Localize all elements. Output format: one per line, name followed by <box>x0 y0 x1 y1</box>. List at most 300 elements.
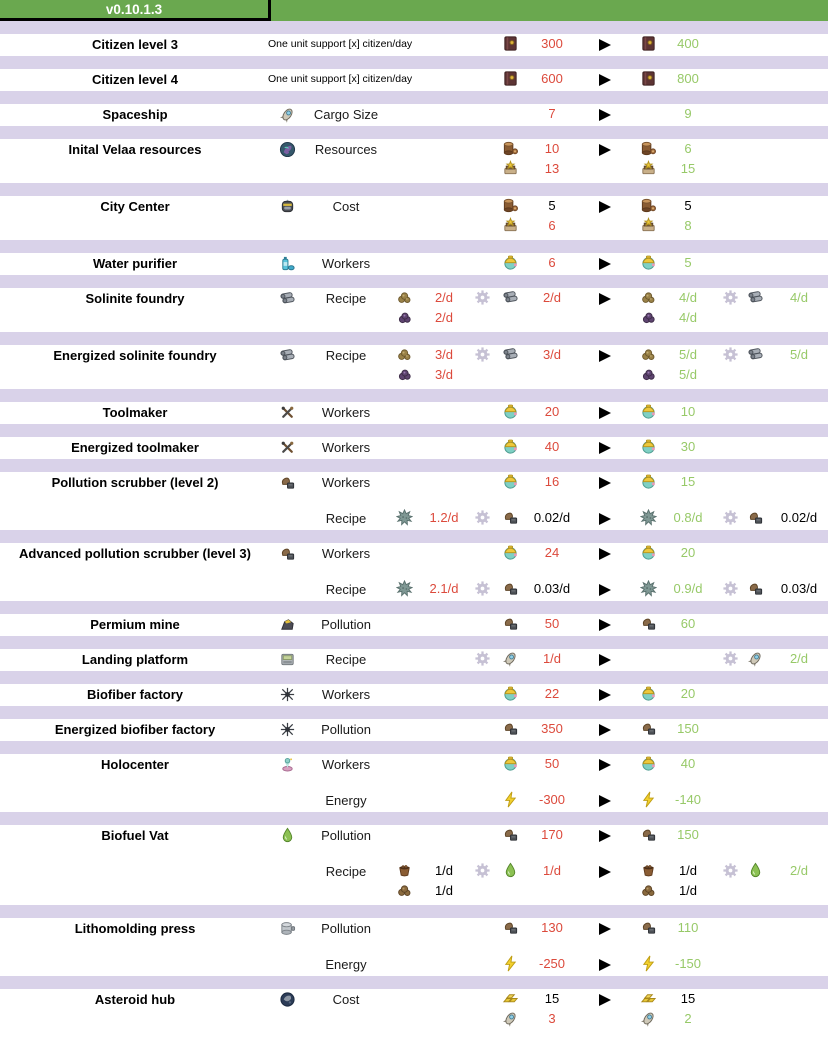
property-label: Recipe <box>325 348 367 363</box>
old-value: 7 <box>548 106 556 121</box>
wood-log-icon <box>640 197 657 214</box>
building-name: Citizen level 3 <box>92 37 178 52</box>
worker-icon <box>502 685 519 702</box>
building-name: Lithomolding press <box>74 921 196 936</box>
worker-icon <box>502 755 519 772</box>
unchanged-value: 1/d <box>434 863 454 878</box>
value-row <box>640 918 810 938</box>
pollution-icon <box>502 720 519 737</box>
metal-pipes-icon <box>502 289 519 306</box>
crossed-tools-icon <box>279 404 296 421</box>
new-value: 2/d <box>789 651 809 666</box>
property-label: Recipe <box>325 291 367 306</box>
robot-head-icon <box>279 198 296 215</box>
table-row <box>0 825 828 905</box>
pollution-icon <box>640 720 657 737</box>
new-value: 6 <box>684 141 692 156</box>
unchanged-value: 15 <box>544 991 560 1006</box>
change-line <box>0 288 828 332</box>
property-label: Recipe <box>325 864 367 879</box>
arrow-icon <box>598 583 612 597</box>
value-row <box>640 719 810 739</box>
worker-icon <box>502 254 519 271</box>
pollution-icon <box>502 509 519 526</box>
raw-ore-icon <box>640 346 657 363</box>
building-name: Asteroid hub <box>94 992 176 1007</box>
crossed-tools-icon <box>279 439 296 456</box>
arrow-icon <box>598 618 612 632</box>
value-row <box>640 989 810 1009</box>
building-name: Citizen level 4 <box>92 72 178 87</box>
energy-bolt-icon <box>640 791 657 808</box>
value-row <box>474 754 644 774</box>
row-gap <box>0 940 828 954</box>
unchanged-value: 0.03/d <box>533 581 571 596</box>
arrow-icon <box>598 512 612 526</box>
value-row <box>640 472 810 492</box>
arrow-icon <box>598 200 612 214</box>
change-line <box>0 790 828 812</box>
arrow-icon <box>598 38 612 52</box>
separator-row <box>0 389 828 402</box>
row-gap <box>0 565 828 579</box>
value-row <box>474 34 644 54</box>
version-tab[interactable] <box>0 0 271 21</box>
pollution-icon <box>279 474 296 491</box>
old-value: 1/d <box>542 651 562 666</box>
value-row <box>640 139 810 159</box>
change-line <box>0 139 828 183</box>
planet-icon <box>279 141 296 158</box>
arrow-icon <box>598 73 612 87</box>
arrow-icon <box>598 547 612 561</box>
table-row <box>0 918 828 976</box>
value-row <box>474 579 644 599</box>
wood-log-icon <box>502 197 519 214</box>
separator-row <box>0 21 828 34</box>
table-row <box>0 719 828 741</box>
table-row <box>0 139 828 183</box>
pollution-icon <box>502 919 519 936</box>
gold-bars-icon <box>502 990 519 1007</box>
separator-row <box>0 530 828 543</box>
value-row <box>640 825 810 845</box>
new-value: 2/d <box>789 863 809 878</box>
property-label: Cargo Size <box>313 107 379 122</box>
new-value: 0.9/d <box>673 581 703 596</box>
value-row <box>474 508 644 528</box>
change-line <box>0 508 828 530</box>
unchanged-value: 1/d <box>678 863 698 878</box>
value-row <box>474 69 644 89</box>
building-name: Permium mine <box>90 617 180 632</box>
value-row <box>474 216 644 236</box>
smog-cloud-icon <box>396 580 413 597</box>
old-value: 300 <box>541 36 563 51</box>
old-value: 6 <box>548 255 556 270</box>
table-row <box>0 437 828 459</box>
new-value: 20 <box>680 545 696 560</box>
unchanged-value: 1/d <box>434 883 454 898</box>
building-name: Water purifier <box>92 256 178 271</box>
unchanged-value: 0.03/d <box>780 581 818 596</box>
wood-log-icon <box>502 140 519 157</box>
arrow-icon <box>598 794 612 808</box>
arrow-icon <box>598 108 612 122</box>
change-note: One unit support [x] citizen/day <box>268 73 413 85</box>
row-gap <box>0 847 828 861</box>
old-value: 16 <box>544 474 560 489</box>
change-line <box>0 825 828 847</box>
metal-pipes-icon <box>747 289 764 306</box>
value-row <box>474 649 644 669</box>
new-value: 5/d <box>678 367 698 382</box>
change-line <box>0 649 828 671</box>
new-value: 150 <box>677 721 699 736</box>
new-value: 15 <box>680 474 696 489</box>
asteroid-icon <box>279 991 296 1008</box>
old-value: 2.1/d <box>429 581 459 596</box>
knowledge-book-icon <box>640 70 657 87</box>
value-row <box>722 579 828 599</box>
change-note: One unit support [x] citizen/day <box>268 38 413 50</box>
property-label: Pollution <box>321 828 371 843</box>
old-value: 40 <box>544 439 560 454</box>
property-label: Resources <box>314 142 378 157</box>
table-row <box>0 649 828 671</box>
value-row <box>640 1009 810 1029</box>
purple-ore-icon <box>640 309 657 326</box>
value-row <box>474 159 644 179</box>
table-row <box>0 614 828 636</box>
change-line <box>0 104 828 126</box>
property-label: Energy <box>325 793 367 808</box>
pollution-icon <box>279 545 296 562</box>
change-line <box>0 253 828 275</box>
knowledge-book-icon <box>502 35 519 52</box>
biomass-icon <box>640 882 657 899</box>
change-line <box>0 861 828 905</box>
value-row <box>396 881 566 901</box>
old-value: 350 <box>541 721 563 736</box>
value-row <box>474 288 644 308</box>
old-value: 130 <box>541 920 563 935</box>
unchanged-value: 5 <box>548 198 556 213</box>
energy-bolt-icon <box>502 955 519 972</box>
pollution-icon <box>640 615 657 632</box>
value-row <box>640 253 810 273</box>
biofiber-icon <box>279 721 296 738</box>
smog-cloud-icon <box>396 509 413 526</box>
property-label: Workers <box>321 757 371 772</box>
building-name: Energized toolmaker <box>71 440 199 455</box>
old-value: 13 <box>544 161 560 176</box>
separator-row <box>0 91 828 104</box>
new-value: 0.8/d <box>673 510 703 525</box>
old-value: 10 <box>544 141 560 156</box>
worker-icon <box>502 403 519 420</box>
old-value: -300 <box>538 792 566 807</box>
property-label: Workers <box>321 405 371 420</box>
property-label: Workers <box>321 546 371 561</box>
spaceship-icon <box>502 1010 519 1027</box>
table-row <box>0 543 828 601</box>
biofiber-icon <box>279 686 296 703</box>
property-label: Recipe <box>325 511 367 526</box>
purple-ore-icon <box>396 309 413 326</box>
pollution-icon <box>502 826 519 843</box>
table-row <box>0 754 828 812</box>
arrow-icon <box>598 829 612 843</box>
value-row <box>474 1009 644 1029</box>
new-value: -140 <box>674 792 702 807</box>
worker-icon <box>502 544 519 561</box>
old-value: 24 <box>544 545 560 560</box>
old-value: 1/d <box>542 863 562 878</box>
separator-row <box>0 706 828 719</box>
value-row <box>640 754 810 774</box>
arrow-icon <box>598 865 612 879</box>
landing-pad-icon <box>279 651 296 668</box>
header-bar <box>0 0 828 21</box>
old-value: 50 <box>544 616 560 631</box>
building-name: Biofiber factory <box>86 687 184 702</box>
building-name: Energized biofiber factory <box>54 722 216 737</box>
separator-row <box>0 741 828 754</box>
value-row <box>474 402 644 422</box>
star-altar-icon <box>502 217 519 234</box>
building-name: Energized solinite foundry <box>53 348 217 363</box>
separator-row <box>0 183 828 196</box>
change-line <box>0 543 828 565</box>
value-row <box>474 861 644 881</box>
separator-row <box>0 240 828 253</box>
change-line <box>0 579 828 601</box>
new-value: 150 <box>677 827 699 842</box>
worker-icon <box>640 685 657 702</box>
new-value: 15 <box>680 161 696 176</box>
new-value: -150 <box>674 956 702 971</box>
change-line <box>0 196 828 240</box>
old-value: 6 <box>548 218 556 233</box>
rows-container <box>0 21 828 1039</box>
property-label: Workers <box>321 475 371 490</box>
worker-icon <box>640 473 657 490</box>
raw-ore-icon <box>396 346 413 363</box>
arrow-icon <box>598 922 612 936</box>
value-row <box>722 345 828 365</box>
old-value: 2/d <box>542 290 562 305</box>
value-row <box>640 543 810 563</box>
table-row <box>0 402 828 424</box>
biofuel-drop-icon <box>502 862 519 879</box>
ore-rock-icon <box>279 616 296 633</box>
change-line <box>0 614 828 636</box>
energy-bolt-icon <box>502 791 519 808</box>
value-row <box>474 918 644 938</box>
value-row <box>474 543 644 563</box>
spaceship-icon <box>279 106 296 123</box>
old-value: 600 <box>541 71 563 86</box>
gold-bars-icon <box>640 990 657 1007</box>
property-label: Workers <box>321 256 371 271</box>
worker-icon <box>640 544 657 561</box>
old-value: 2/d <box>434 310 454 325</box>
value-row <box>640 159 810 179</box>
value-row <box>474 954 644 974</box>
new-value: 9 <box>684 106 692 121</box>
unchanged-value: 0.02/d <box>780 510 818 525</box>
old-value: 3/d <box>434 367 454 382</box>
new-value: 40 <box>680 756 696 771</box>
separator-row <box>0 459 828 472</box>
building-name: Pollution scrubber (level 2) <box>51 475 219 490</box>
arrow-icon <box>598 958 612 972</box>
table-row <box>0 34 828 56</box>
building-name: Holocenter <box>101 757 169 772</box>
property-label: Energy <box>325 957 367 972</box>
new-value: 30 <box>680 439 696 454</box>
arrow-icon <box>598 441 612 455</box>
property-label: Pollution <box>321 617 371 632</box>
arrow-icon <box>598 257 612 271</box>
table-row <box>0 684 828 706</box>
value-row <box>640 790 810 810</box>
value-row <box>640 308 810 328</box>
value-row <box>640 216 810 236</box>
separator-row <box>0 976 828 989</box>
arrow-icon <box>598 292 612 306</box>
value-row <box>722 649 828 669</box>
hologram-icon <box>279 756 296 773</box>
new-value: 5 <box>684 255 692 270</box>
value-row <box>474 825 644 845</box>
old-value: 50 <box>544 756 560 771</box>
arrow-icon <box>598 688 612 702</box>
star-altar-icon <box>502 160 519 177</box>
old-value: 1.2/d <box>429 510 459 525</box>
building-name: Landing platform <box>81 652 189 667</box>
change-line <box>0 989 828 1033</box>
change-line <box>0 472 828 494</box>
raw-ore-icon <box>396 289 413 306</box>
metal-pipes-icon <box>747 346 764 363</box>
value-row <box>474 196 644 216</box>
unchanged-value: 15 <box>680 991 696 1006</box>
worker-icon <box>502 473 519 490</box>
metal-pipes-icon <box>502 346 519 363</box>
separator-row <box>0 126 828 139</box>
value-row <box>640 684 810 704</box>
table-row <box>0 196 828 240</box>
separator-row <box>0 275 828 288</box>
pollution-icon <box>747 509 764 526</box>
value-row <box>640 365 810 385</box>
arrow-icon <box>598 758 612 772</box>
smog-cloud-icon <box>640 509 657 526</box>
value-row <box>396 365 566 385</box>
value-row <box>640 402 810 422</box>
old-value: -250 <box>538 956 566 971</box>
new-value: 4/d <box>678 290 698 305</box>
value-row <box>640 881 810 901</box>
metal-pipes-icon <box>279 290 296 307</box>
new-value: 4/d <box>678 310 698 325</box>
value-row <box>640 196 810 216</box>
knowledge-book-icon <box>502 70 519 87</box>
building-name: Toolmaker <box>102 405 168 420</box>
value-row <box>640 437 810 457</box>
separator-row <box>0 56 828 69</box>
change-line <box>0 918 828 940</box>
unchanged-value: 0.02/d <box>533 510 571 525</box>
separator-row <box>0 636 828 649</box>
property-label: Recipe <box>325 582 367 597</box>
old-value: 3 <box>548 1011 556 1026</box>
energy-bolt-icon <box>640 955 657 972</box>
value-row <box>640 104 810 124</box>
old-value: 20 <box>544 404 560 419</box>
pollution-icon <box>502 580 519 597</box>
change-line <box>0 34 828 56</box>
table-row <box>0 989 828 1039</box>
version-label: v0.10.1.3 <box>105 2 163 17</box>
value-row <box>474 139 644 159</box>
arrow-icon <box>598 349 612 363</box>
spaceship-icon <box>640 1010 657 1027</box>
property-label: Cost <box>332 199 360 214</box>
property-label: Workers <box>321 687 371 702</box>
value-row <box>640 34 810 54</box>
raw-ore-icon <box>640 289 657 306</box>
old-value: 3/d <box>434 347 454 362</box>
wood-log-icon <box>640 140 657 157</box>
building-name: City Center <box>100 199 170 214</box>
unchanged-value: 1/d <box>678 883 698 898</box>
value-row <box>640 954 810 974</box>
property-label: Recipe <box>325 652 367 667</box>
change-line <box>0 345 828 389</box>
pollution-icon <box>747 580 764 597</box>
value-row <box>640 614 810 634</box>
value-row <box>474 614 644 634</box>
value-row <box>474 104 644 124</box>
arrow-icon <box>598 993 612 1007</box>
new-value: 2 <box>684 1011 692 1026</box>
spaceship-icon <box>502 650 519 667</box>
building-name: Advanced pollution scrubber (level 3) <box>19 546 251 561</box>
property-label: Cost <box>332 992 360 1007</box>
value-row <box>474 790 644 810</box>
table-row <box>0 104 828 126</box>
separator-row <box>0 905 828 918</box>
compost-pot-icon <box>396 862 413 879</box>
new-value: 10 <box>680 404 696 419</box>
worker-icon <box>640 755 657 772</box>
new-value: 8 <box>684 218 692 233</box>
new-value: 400 <box>677 36 699 51</box>
worker-icon <box>502 438 519 455</box>
smog-cloud-icon <box>640 580 657 597</box>
arrow-icon <box>598 653 612 667</box>
biofuel-drop-icon <box>279 827 296 844</box>
metal-pipes-icon <box>279 347 296 364</box>
new-value: 4/d <box>789 290 809 305</box>
pollution-icon <box>502 615 519 632</box>
new-value: 800 <box>677 71 699 86</box>
new-value: 20 <box>680 686 696 701</box>
change-line <box>0 69 828 91</box>
